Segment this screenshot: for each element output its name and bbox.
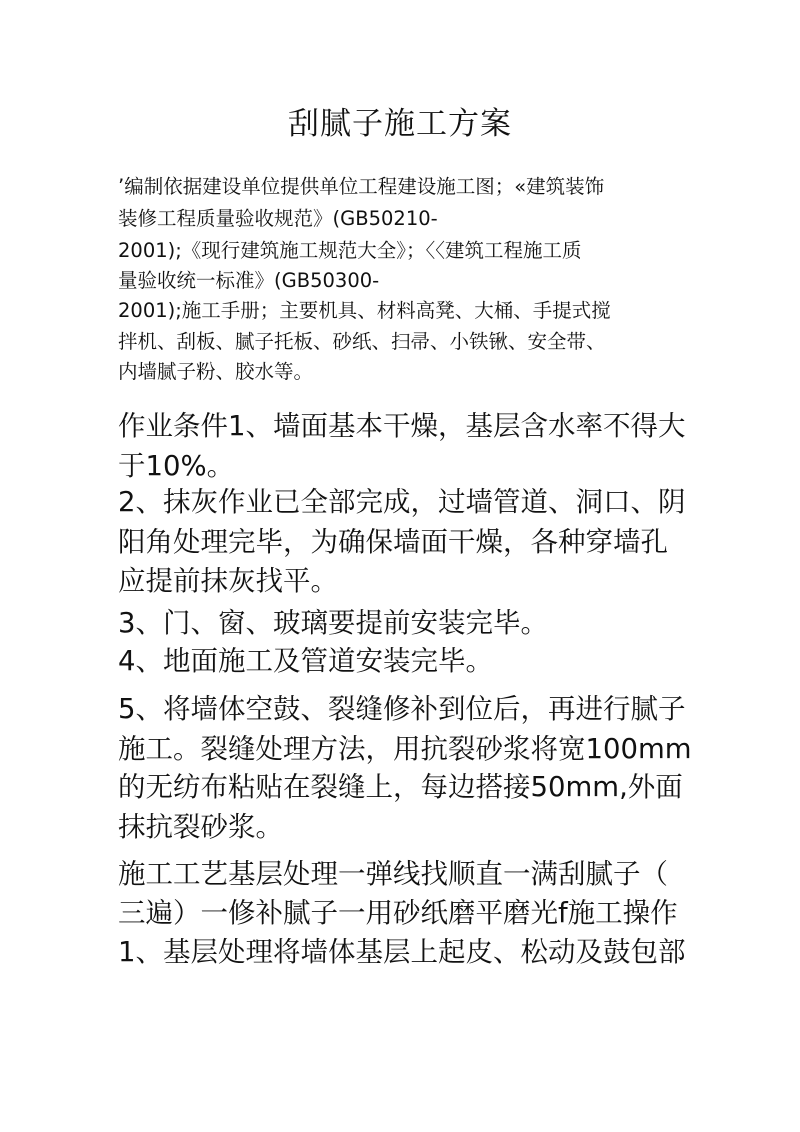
conditions-item-3: 3、门、窗、玻璃要提前安装完毕。 [118, 607, 548, 639]
conditions-line: 于10%。 [118, 450, 235, 482]
conditions-line: 阳角处理完毕，为确保墙面干燥，各种穿墙孔 [118, 526, 668, 558]
basis-line: 装修工程质量验收规范》(GB50210- [118, 207, 438, 230]
conditions-line: 应提前抹灰找平。 [118, 565, 338, 597]
process-line: 三遍）一修补腻子一用砂纸磨平磨光f施工操作 [118, 897, 678, 929]
process-line: 1、基层处理将墙体基层上起皮、松动及鼓包部 [118, 936, 686, 968]
conditions-line: 施工。裂缝处理方法，用抗裂砂浆将宽100mm [118, 733, 692, 765]
conditions-line: 作业条件1、墙面基本干燥，基层含水率不得大 [118, 410, 686, 442]
document-title: 刮腻子施工方案 [288, 106, 512, 142]
conditions-line: 2、抹灰作业已全部完成，过墙管道、洞口、阴 [118, 486, 686, 518]
basis-line: ’编制依据建设单位提供单位工程建设施工图；«建筑装饰 [118, 175, 605, 198]
conditions-line: 的无纺布粘贴在裂缝上，每边搭接50mm,外面 [118, 771, 683, 803]
basis-line: 拌机、刮板、腻子托板、砂纸、扫帚、小铁锹、安全带、 [118, 330, 606, 353]
conditions-line: 5、将墙体空鼓、裂缝修补到位后，再进行腻子 [118, 693, 686, 725]
basis-line: 2001);施工手册；主要机具、材料高凳、大桶、手提式搅 [118, 299, 611, 322]
conditions-item-4: 4、地面施工及管道安装完毕。 [118, 645, 493, 677]
conditions-line: 抹抗裂砂浆。 [118, 811, 283, 843]
basis-line: 量验收统一标准》(GB50300- [118, 269, 380, 292]
basis-line: 2001);《现行建筑施工规范大全》；〈〈建筑工程施工质 [118, 239, 582, 262]
process-line: 施工工艺基层处理一弹线找顺直一满刮腻子（ [118, 858, 668, 890]
basis-line: 内墙腻子粉、胶水等。 [118, 360, 314, 383]
